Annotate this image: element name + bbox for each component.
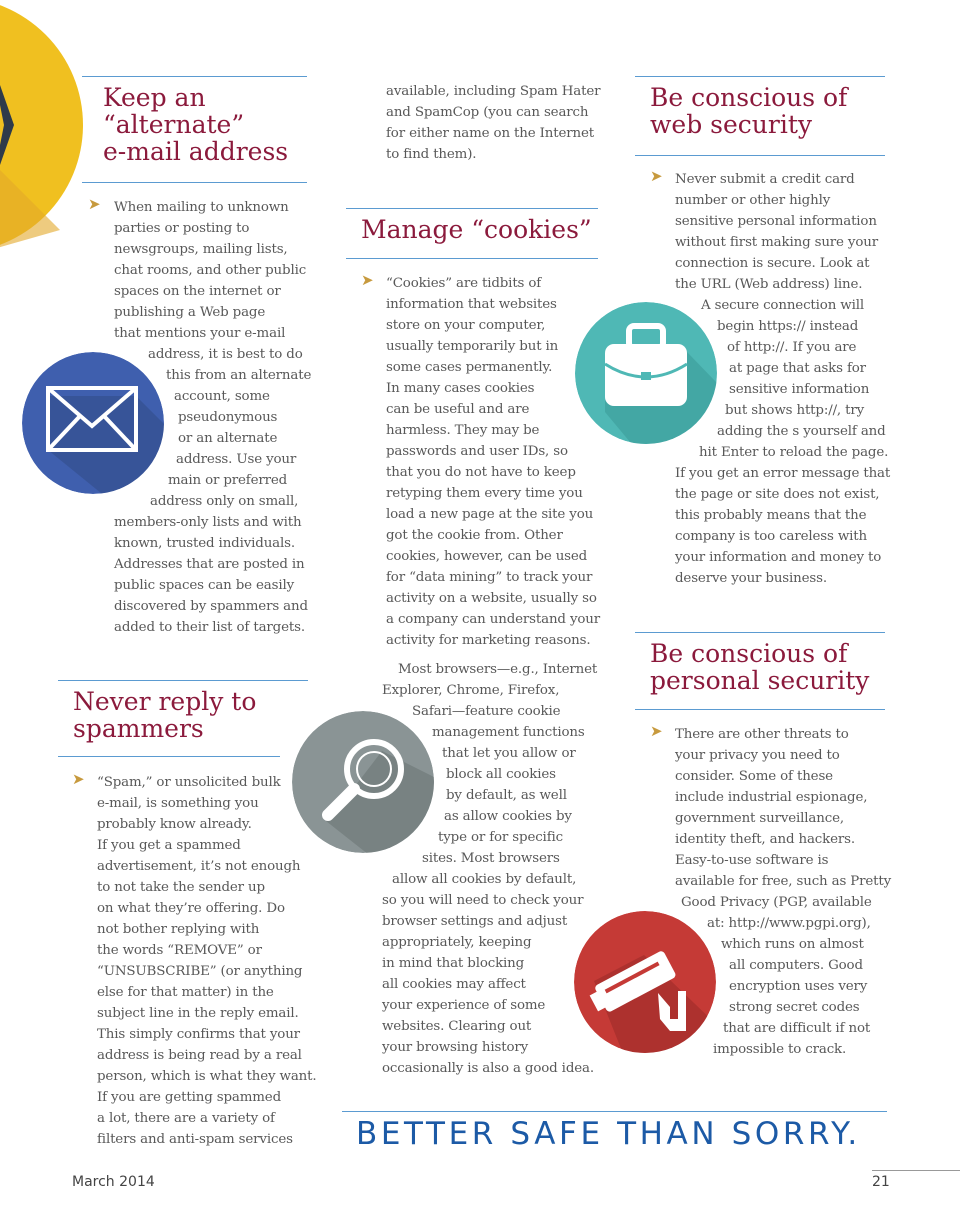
- text-line: can be useful and are: [386, 402, 530, 417]
- text-line: “Spam,” or unsolicited bulk: [97, 775, 281, 790]
- text-line: in mind that blocking: [382, 956, 525, 971]
- text-line: sensitive information: [729, 382, 870, 397]
- text-line: that mentions your e-mail: [114, 326, 286, 341]
- text-line: hit Enter to reload the page.: [699, 445, 889, 460]
- text-line: for “data mining” to track your: [386, 570, 593, 585]
- text-line: advertisement, it’s not enough: [97, 859, 301, 874]
- text-line: management functions: [432, 725, 585, 740]
- divider: [58, 680, 308, 681]
- text-line: that are difficult if not: [723, 1021, 871, 1036]
- text-line: deserve your business.: [675, 571, 827, 586]
- text-line: If you are getting spammed: [97, 1090, 281, 1105]
- text-line: address only on small,: [150, 494, 299, 509]
- slogan: BETTER SAFE THAN SORRY.: [356, 1116, 861, 1152]
- text-line: sensitive personal information: [675, 214, 877, 229]
- section-heading-cookies: Manage “cookies”: [361, 215, 592, 244]
- text-line: block all cookies: [446, 767, 556, 782]
- text-line: all computers. Good: [729, 958, 863, 973]
- text-line: this from an alternate: [166, 368, 312, 383]
- text-line: number or other highly: [675, 193, 831, 208]
- text-line: subject line in the reply email.: [97, 1006, 299, 1021]
- text-line: a lot, there are a variety of: [97, 1111, 275, 1126]
- section-body-continuation: [386, 81, 600, 165]
- divider: [346, 258, 598, 259]
- text-line: “UNSUBSCRIBE” (or anything: [97, 964, 303, 979]
- section-heading-web-security: Be conscious of web security: [650, 83, 848, 139]
- text-line: strong secret codes: [729, 1000, 860, 1015]
- text-line: available, including Spam Hater: [386, 84, 601, 99]
- text-line: address is being read by a real: [97, 1048, 302, 1063]
- text-line: identity theft, and hackers.: [675, 832, 855, 847]
- text-line: information that websites: [386, 297, 557, 312]
- text-line: and SpamCop (you can search: [386, 105, 589, 120]
- text-line: the page or site does not exist,: [675, 487, 880, 502]
- text-line: occasionally is also a good idea.: [382, 1061, 594, 1076]
- bullet-arrow-icon: ➤: [88, 195, 101, 213]
- text-line: Good Privacy (PGP, available: [681, 895, 872, 910]
- text-line: chat rooms, and other public: [114, 263, 307, 278]
- envelope-icon: [22, 352, 164, 494]
- text-line: public spaces can be easily: [114, 578, 295, 593]
- text-line: members-only lists and with: [114, 515, 302, 530]
- text-line: consider. Some of these: [675, 769, 833, 784]
- text-line: A secure connection will: [701, 298, 864, 313]
- text-line: address. Use your: [176, 452, 297, 467]
- text-line: your privacy you need to: [675, 748, 840, 763]
- text-line: as allow cookies by: [444, 809, 572, 824]
- section-body-cookies-browsers: [382, 659, 597, 1079]
- bullet-arrow-icon: ➤: [650, 722, 663, 740]
- issue-date: March 2014: [72, 1174, 155, 1190]
- bullet-arrow-icon: ➤: [650, 167, 663, 185]
- text-line: harmless. They may be: [386, 423, 540, 438]
- text-line: without first making sure your: [675, 235, 878, 250]
- text-line: allow all cookies by default,: [392, 872, 577, 887]
- divider: [346, 208, 598, 209]
- divider: [82, 76, 307, 77]
- text-line: to not take the sender up: [97, 880, 265, 895]
- text-line: If you get an error message that: [675, 466, 891, 481]
- text-line: that you do not have to keep: [386, 465, 576, 480]
- text-line: Easy-to-use software is: [675, 853, 829, 868]
- text-line: your browsing history: [382, 1040, 529, 1055]
- text-line: newsgroups, mailing lists,: [114, 242, 288, 257]
- text-line: on what they’re offering. Do: [97, 901, 285, 916]
- divider: [342, 1111, 887, 1112]
- text-line: begin https:// instead: [717, 319, 859, 334]
- section-body-cookies: [386, 273, 600, 651]
- text-line: a company can understand your: [386, 612, 600, 627]
- text-line: When mailing to unknown: [114, 200, 289, 215]
- text-line: else for that matter) in the: [97, 985, 274, 1000]
- text-line: e-mail, is something you: [97, 796, 259, 811]
- text-line: which runs on almost: [721, 937, 864, 952]
- text-line: activity on a website, usually so: [386, 591, 597, 606]
- section-body-spammers: [97, 772, 317, 1150]
- text-line: usually temporarily but in: [386, 339, 559, 354]
- section-heading-spammers: Never reply to spammers: [73, 687, 257, 743]
- text-line: adding the s yourself and: [717, 424, 886, 439]
- text-line: “Cookies” are tidbits of: [386, 276, 542, 291]
- text-line: government surveillance,: [675, 811, 844, 826]
- text-line: for either name on the Internet: [386, 126, 594, 141]
- text-line: passwords and user IDs, so: [386, 444, 568, 459]
- text-line: impossible to crack.: [713, 1042, 847, 1057]
- corner-decoration: [0, 0, 90, 270]
- text-line: at: http://www.pgpi.org),: [707, 916, 871, 931]
- text-line: the URL (Web address) line.: [675, 277, 863, 292]
- text-line: Addresses that are posted in: [114, 557, 305, 572]
- text-line: of http://. If you are: [727, 340, 857, 355]
- divider: [635, 76, 885, 77]
- text-line: encryption uses very: [729, 979, 868, 994]
- text-line: person, which is what they want.: [97, 1069, 317, 1084]
- divider: [82, 182, 307, 183]
- text-line: main or preferred: [168, 473, 288, 488]
- text-line: that let you allow or: [442, 746, 576, 761]
- text-line: your information and money to: [675, 550, 882, 565]
- security-camera-icon: [574, 911, 716, 1053]
- divider: [872, 1170, 960, 1171]
- text-line: In many cases cookies: [386, 381, 535, 396]
- text-line: pseudonymous: [178, 410, 278, 425]
- text-line: this probably means that the: [675, 508, 867, 523]
- text-line: so you will need to check your: [382, 893, 584, 908]
- magnifier-icon: [292, 711, 434, 853]
- briefcase-icon: [575, 302, 717, 444]
- text-line: cookies, however, can be used: [386, 549, 588, 564]
- divider: [635, 709, 885, 710]
- page-number: 21: [872, 1174, 890, 1190]
- text-line: got the cookie from. Other: [386, 528, 563, 543]
- text-line: Safari—feature cookie: [412, 704, 561, 719]
- text-line: There are other threats to: [675, 727, 849, 742]
- text-line: or an alternate: [178, 431, 278, 446]
- text-line: not bother replying with: [97, 922, 260, 937]
- section-heading-personal-security: Be conscious of personal security: [650, 639, 870, 695]
- bullet-arrow-icon: ➤: [72, 770, 85, 788]
- text-line: type or for specific: [438, 830, 563, 845]
- text-line: company is too careless with: [675, 529, 867, 544]
- text-line: sites. Most browsers: [422, 851, 560, 866]
- text-line: browser settings and adjust: [382, 914, 568, 929]
- text-line: websites. Clearing out: [382, 1019, 532, 1034]
- text-line: by default, as well: [446, 788, 567, 803]
- text-line: known, trusted individuals.: [114, 536, 295, 551]
- text-line: discovered by spammers and: [114, 599, 308, 614]
- section-heading-alternate-email: Keep an “alternate” e-mail address: [103, 83, 289, 166]
- divider: [58, 756, 280, 757]
- divider: [635, 155, 885, 156]
- text-line: but shows http://, try: [725, 403, 865, 418]
- text-line: account, some: [174, 389, 270, 404]
- text-line: your experience of some: [382, 998, 546, 1013]
- text-line: Explorer, Chrome, Firefox,: [382, 683, 560, 698]
- text-line: filters and anti-spam services: [97, 1132, 293, 1147]
- text-line: the words “REMOVE” or: [97, 943, 262, 958]
- text-line: added to their list of targets.: [114, 620, 305, 635]
- text-line: probably know already.: [97, 817, 252, 832]
- text-line: activity for marketing reasons.: [386, 633, 591, 648]
- text-line: Never submit a credit card: [675, 172, 855, 187]
- bullet-arrow-icon: ➤: [361, 271, 374, 289]
- text-line: some cases permanently.: [386, 360, 553, 375]
- text-line: include industrial espionage,: [675, 790, 868, 805]
- text-line: all cookies may affect: [382, 977, 526, 992]
- text-line: If you get a spammed: [97, 838, 241, 853]
- divider: [635, 632, 885, 633]
- text-line: spaces on the internet or: [114, 284, 281, 299]
- text-line: appropriately, keeping: [382, 935, 532, 950]
- text-line: store on your computer,: [386, 318, 546, 333]
- text-line: publishing a Web page: [114, 305, 266, 320]
- text-line: retyping them every time you: [386, 486, 583, 501]
- text-line: address, it is best to do: [148, 347, 303, 362]
- text-line: load a new page at the site you: [386, 507, 594, 522]
- text-line: at page that asks for: [729, 361, 866, 376]
- text-line: available for free, such as Pretty: [675, 874, 892, 889]
- text-line: to find them).: [386, 147, 477, 162]
- text-line: This simply confirms that your: [97, 1027, 300, 1042]
- text-line: Most browsers—e.g., Internet: [398, 662, 598, 677]
- text-line: connection is secure. Look at: [675, 256, 870, 271]
- text-line: parties or posting to: [114, 221, 250, 236]
